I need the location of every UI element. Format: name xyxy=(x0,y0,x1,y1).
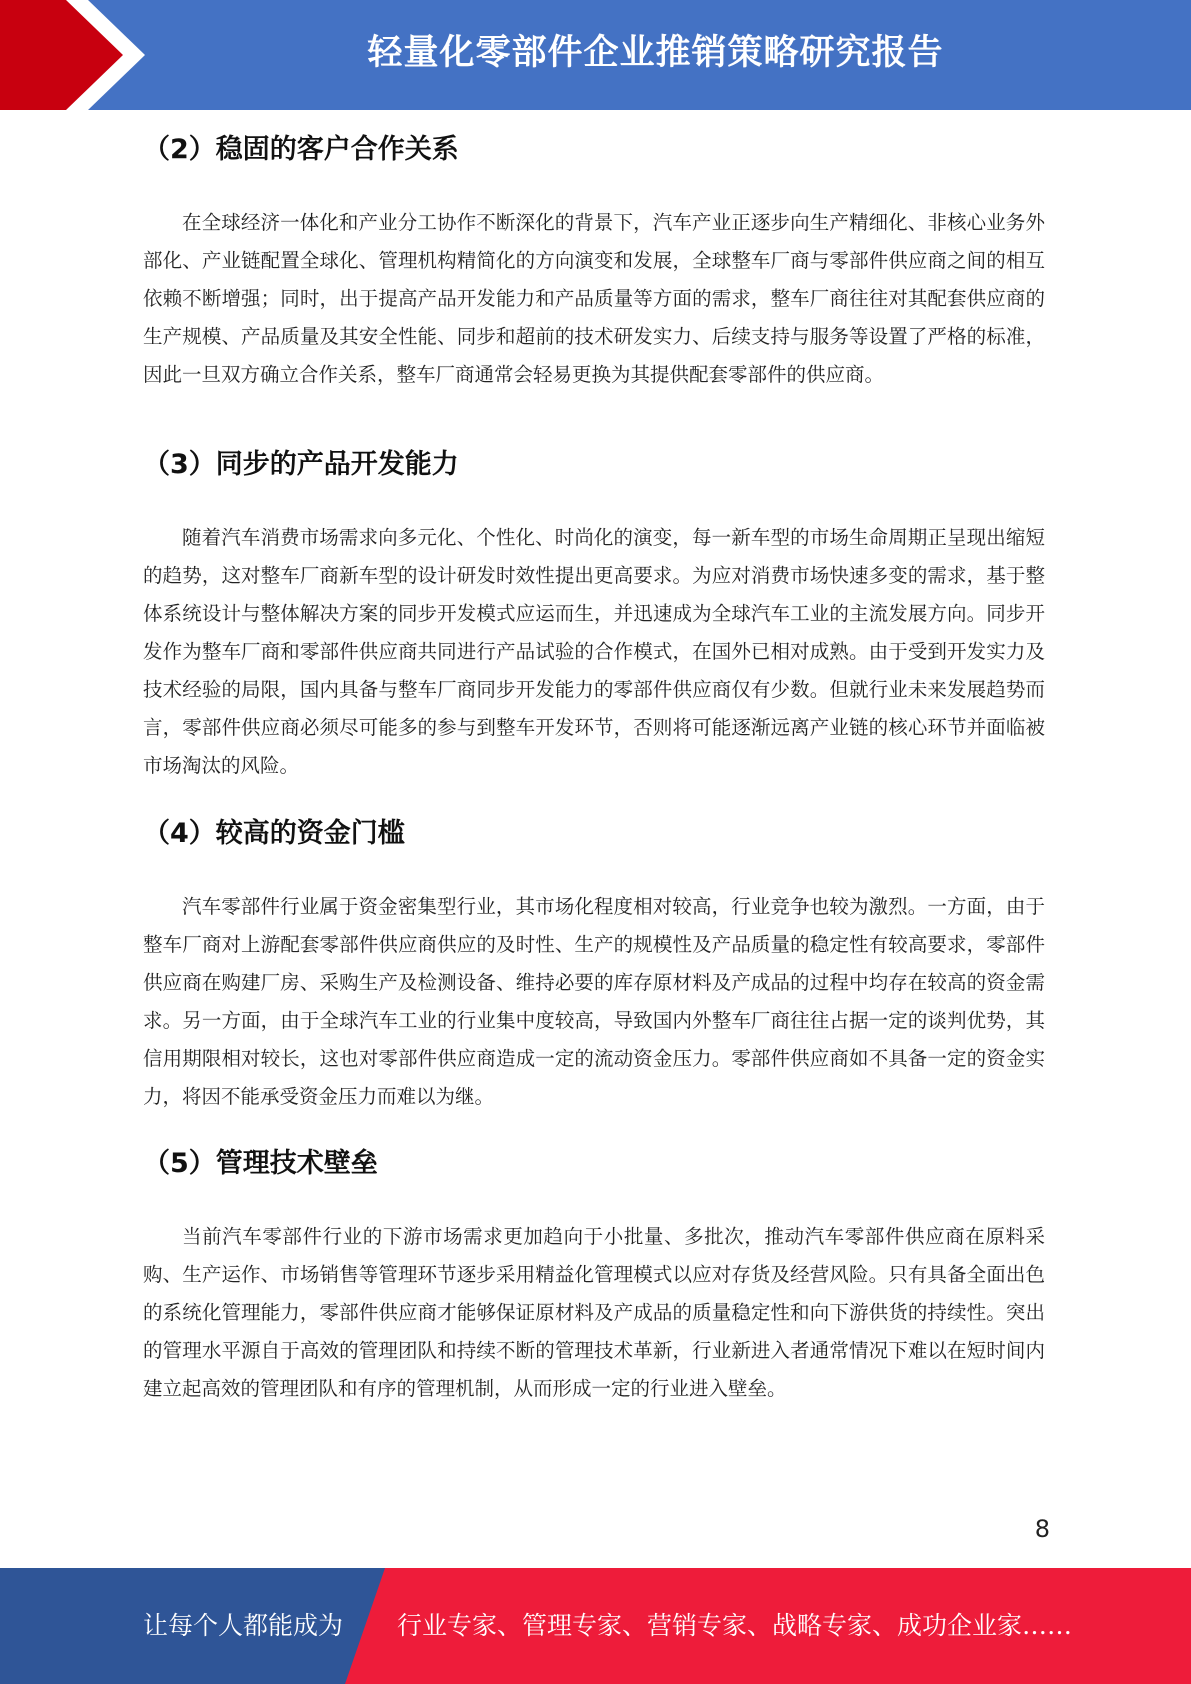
main-content xyxy=(143,120,1045,1408)
footer-slogan-left: 让每个人都能成为 xyxy=(143,1611,344,1640)
section-heading: （5）管理技术壁垒 xyxy=(143,1148,378,1179)
section-heading: （3）同步的产品开发能力 xyxy=(143,449,459,480)
page-footer xyxy=(0,1568,1191,1684)
report-title: 轻量化零部件企业推销策略研究报告 xyxy=(367,33,944,73)
section-paragraph: 汽车零部件行业属于资金密集型行业，其市场化程度相对较高，行业竞争也较为激烈。一方面，由于整车厂商对上游配套零部件供应商供应的及时性、生产的规模性及产品质量的稳定性有较高要求，零部件供应商在购建厂房、采购生产及检测设备、维持必要的库存原材料及产成品的过程中均存在较高的资金需求。另一方面，由于全球汽车工业的行业集中度较高，导致国内外整车厂商往往占据一定的谈判优势，其信用期限相对较长，这也对零部件供应商造成一定的流动资金压力。零部件供应商如不具备一定的资金实力，将因不能承受资金压力而难以为继。 xyxy=(143,895,1045,1108)
section-management-barrier xyxy=(143,1134,1045,1408)
section-heading: （4）较高的资金门槛 xyxy=(143,818,405,849)
page-header xyxy=(0,0,1191,110)
section-product-development xyxy=(143,435,1045,804)
page-number: 8 xyxy=(1034,1515,1050,1543)
footer-slogan-right: 行业专家、管理专家、营销专家、战略专家、成功企业家…… xyxy=(397,1611,1073,1640)
section-paragraph: 随着汽车消费市场需求向多元化、个性化、时尚化的演变，每一新车型的市场生命周期正呈现出缩短的趋势，这对整车厂商新车型的设计研发时效性提出更高要求。为应对消费市场快速多变的需求，基于整体系统设计与整体解决方案的同步开发模式应运而生，并迅速成为全球汽车工业的主流发展方向。同步开发作为整车厂商和零部件供应商共同进行产品试验的合作模式，在国外已相对成熟。由于受到开发实力及技术经验的局限，国内具备与整车厂商同步开发能力的零部件供应商仅有少数。但就行业未来发展趋势而言，零部件供应商必须尽可能多的参与到整车开发环节，否则将可能逐渐远离产业链的核心环节并面临被市场淘汰的风险。 xyxy=(143,526,1045,777)
section-paragraph: 当前汽车零部件行业的下游市场需求更加趋向于小批量、多批次，推动汽车零部件供应商在原料采购、生产运作、市场销售等管理环节逐步采用精益化管理模式以应对存货及经营风险。只有具备全面出色的系统化管理能力，零部件供应商才能够保证原材料及产成品的质量稳定性和向下游供货的持续性。突出的管理水平源自于高效的管理团队和持续不断的管理技术革新，行业新进入者通常情况下难以在短时间内建立起高效的管理团队和有序的管理机制，从而形成一定的行业进入壁垒。 xyxy=(143,1225,1045,1400)
header-arrow-decoration xyxy=(0,0,160,110)
section-heading: （2）稳固的客户合作关系 xyxy=(143,134,459,165)
section-capital-threshold xyxy=(143,804,1045,1134)
section-customer-relations xyxy=(143,120,1045,435)
section-paragraph: 在全球经济一体化和产业分工协作不断深化的背景下，汽车产业正逐步向生产精细化、非核心业务外部化、产业链配置全球化、管理机构精简化的方向演变和发展，全球整车厂商与零部件供应商之间的相互依赖不断增强；同时，出于提高产品开发能力和产品质量等方面的需求，整车厂商往往对其配套供应商的生产规模、产品质量及其安全性能、同步和超前的技术研发实力、后续支持与服务等设置了严格的标准，因此一旦双方确立合作关系，整车厂商通常会轻易更换为其提供配套零部件的供应商。 xyxy=(143,211,1045,386)
